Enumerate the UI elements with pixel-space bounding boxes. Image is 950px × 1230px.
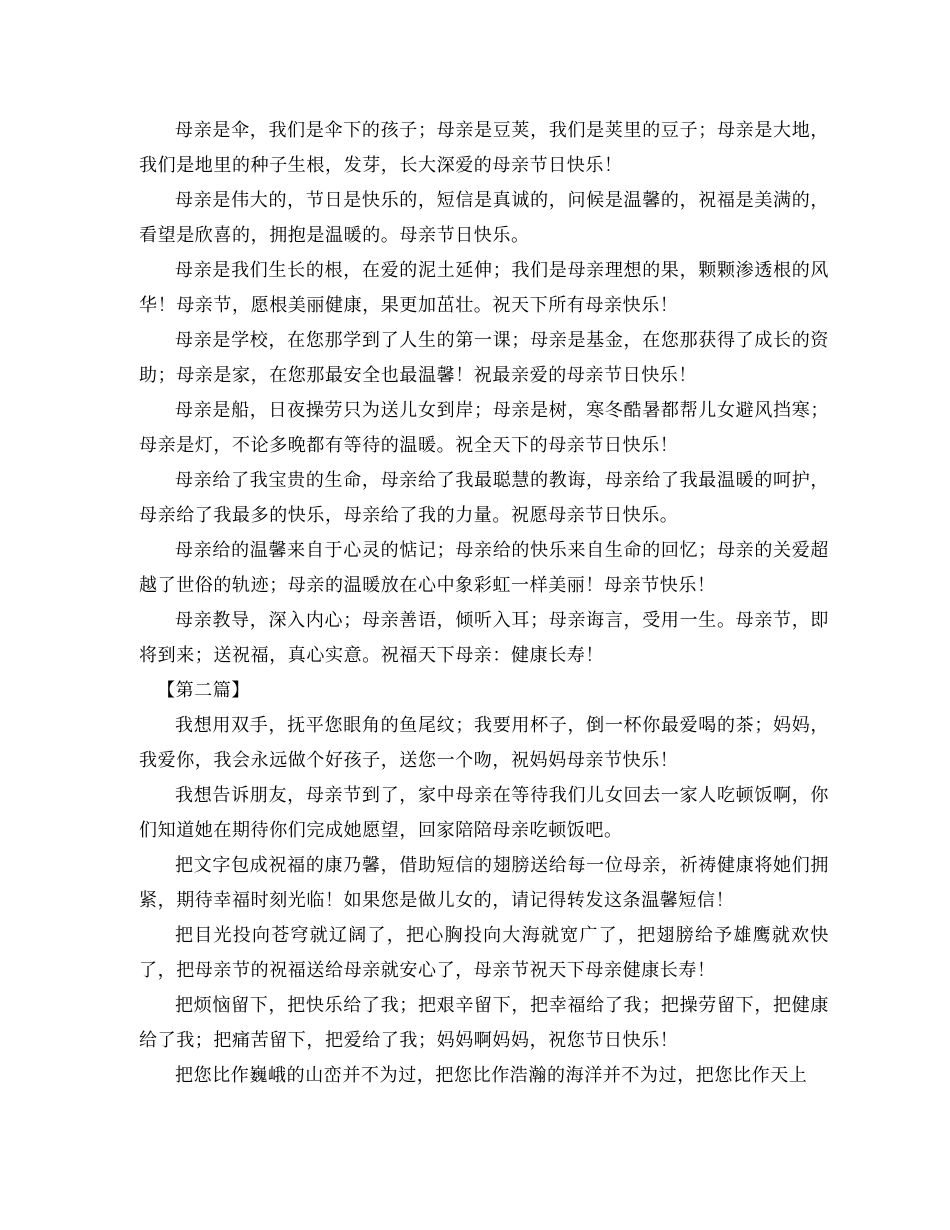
paragraph: 母亲是学校，在您那学到了人生的第一课；母亲是基金，在您那获得了成长的资助；母亲是家，在您那最安全也最温馨！祝最亲爱的母亲节日快乐！ [139,330,829,386]
paragraph: 母亲给了我宝贵的生命，母亲给了我最聪慧的教诲，母亲给了我最温暖的呵护，母亲给了我最多的快乐，母亲给了我的力量。祝愿母亲节日快乐。 [139,470,829,526]
paragraph: 母亲是伟大的，节日是快乐的，短信是真诚的，问候是温馨的，祝福是美满的，看望是欣喜的，拥抱是温暖的。母亲节日快乐。 [139,190,829,246]
paragraph: 母亲是船，日夜操劳只为送儿女到岸；母亲是树，寒冬酷暑都帮儿女避风挡寒；母亲是灯，不论多晚都有等待的温暖。祝全天下的母亲节日快乐！ [139,400,829,456]
paragraph: 我想用双手，抚平您眼角的鱼尾纹；我要用杯子，倒一杯你最爱喝的茶；妈妈，我爱你，我会永远做个好孩子，送您一个吻，祝妈妈母亲节快乐！ [139,715,829,771]
paragraph: 把您比作巍峨的山峦并不为过，把您比作浩瀚的海洋并不为过，把您比作天上 [175,1065,808,1086]
paragraph: 母亲是伞，我们是伞下的孩子；母亲是豆荚，我们是荚里的豆子；母亲是大地，我们是地里的种子生根，发芽，长大深爱的母亲节日快乐！ [139,120,829,176]
paragraph: 把烦恼留下，把快乐给了我；把艰辛留下，把幸福给了我；把操劳留下，把健康给了我；把痛苦留下，把爱给了我；妈妈啊妈妈，祝您节日快乐！ [139,995,829,1051]
paragraph: 母亲给的温馨来自于心灵的惦记；母亲给的快乐来自生命的回忆；母亲的关爱超越了世俗的轨迹；母亲的温暖放在心中象彩虹一样美丽！母亲节快乐！ [139,540,829,596]
paragraph: 把目光投向苍穹就辽阔了，把心胸投向大海就宽广了，把翅膀给予雄鹰就欢快了，把母亲节的祝福送给母亲就安心了，母亲节祝天下母亲健康长寿！ [139,925,829,981]
paragraph: 把文字包成祝福的康乃馨，借助短信的翅膀送给每一位母亲，祈祷健康将她们拥紧，期待幸福时刻光临！如果您是做儿女的，请记得转发这条温馨短信！ [139,855,829,911]
section-heading: 【第二篇】 [157,680,250,701]
document-page [139,113,829,1093]
paragraph: 母亲教导，深入内心；母亲善语，倾听入耳；母亲诲言，受用一生。母亲节，即将到来；送祝福，真心实意。祝福天下母亲：健康长寿！ [139,610,829,666]
paragraph: 我想告诉朋友，母亲节到了，家中母亲在等待我们儿女回去一家人吃顿饭啊，你们知道她在期待你们完成她愿望，回家陪陪母亲吃顿饭吧。 [139,785,829,841]
paragraph: 母亲是我们生长的根，在爱的泥土延伸；我们是母亲理想的果，颗颗渗透根的风华！母亲节，愿根美丽健康，果更加茁壮。祝天下所有母亲快乐！ [139,260,829,316]
